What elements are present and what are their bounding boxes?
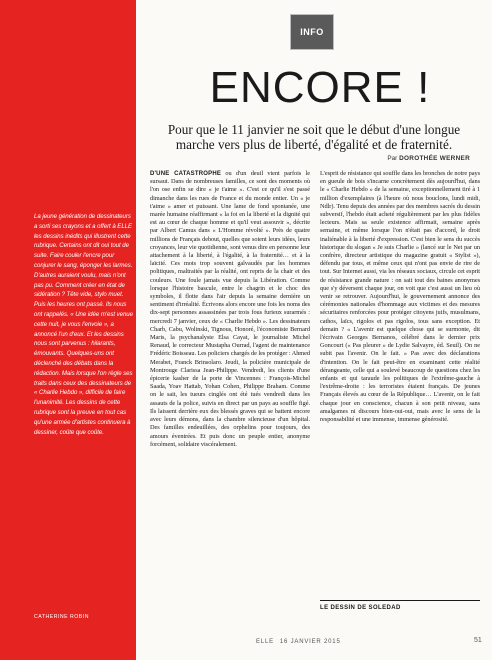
article-column-right: L'esprit de résistance qui souffle dans les bronches de notre pays en gueule de bois s'incarne concrètement dès aujourd'hui, dans le « Charlie Hebdo » de la semaine, exceptionnellement tiré à 1 million d'exemplaires (à l'heure où nous bouclons, lundi midi, Ndlr). Tenu depuis des années par des membres sacrés du dessin subversif, l'hebdo était acheté régulièrement par les plus fidèles lecteurs. Mais sa seule existence affirmait, semaine après semaine, et même lorsque l'on n'était pas d'accord, le droit inaliénable à la liberté d'expression. C'est bien le sens du succès historique du slogan « Je suis Charlie » (lancé sur le Net par un confrère, directeur artistique du magazine gratuit « Stylist »), défendu par tous, et même ceux qui n'ont pas envie de rire de tout. Sur Internet aussi, via les réseaux sociaux, circule cet esprit de résistance grande nature : on sait tout des baines anonymes que s'y déversent chaque jour, on voit que c'est aussi un lieu où venir se retrouver. Aujourd'hui, le gouvernement annonce des cérémonies nationales d'hommage aux victimes et des mesures sécuritaires renforcées pour protéger citoyens juifs, musulmans, cathos, laïcs, rigolos et pas rigolos, tous sans exception. Et demain ? « L'avenir est quelque chose qui se surmonte, dit l'écrivain Georges Bernanos, célébré dans le dernier prix Goncourt (« Pas pleurer » de Lydie Salvayre, éd. Seuil). On ne subit pas l'avenir. On le fait. » Pas avec des déclarations d'intention. On le fait peut-être en examinant cette réalité dérangeante, celle qui a soulevé beaucoup de questions chez les enfants et qui taraude les politiques de l'extrême-gauche à l'extrême-droite : les terroristes étaient français. De jeunes Français élevés au cœur de la République… L'avenir, on le fait chaque jour en conscience, chacun à son petit niveau, sans amalgames ni discours bien-oui-oui, mais avec le sens de la responsabilité et une immense, immense générosité. — [320, 170, 480, 424]
footer-logo: ELLE — [256, 639, 274, 645]
page-number: 51 — [474, 637, 482, 644]
standfirst: Pour que le 11 janvier ne soit que le début d'une longue marche vers plus de liberté, d'égalité et de fraternité. — [167, 122, 461, 152]
footer-date: 16 JANVIER 2015 — [279, 639, 341, 645]
byline-author: DOROTHÉE WERNER — [399, 155, 470, 162]
page-footer — [256, 639, 366, 645]
byline-prefix: Par — [387, 155, 398, 162]
headline: ENCORE ! — [209, 63, 431, 112]
sidebar-author: CATHERINE ROBIN — [34, 614, 89, 620]
article-column-left — [150, 170, 310, 449]
section-tag: INFO — [290, 14, 334, 50]
sidebar-intro-text: La jeune génération de dessinateurs a sorti ses crayons et a offert à ELLE les dessins inédits qui illustrent cette rubrique. Certains ont dit oui tout de suite. Faire couler l'encre pour conjurer le sang, éponger les larmes. D'autres auraient voulu, mais n'ont pas pu. Comment créer en état de sidération ? Tête vide, stylo muet. Puis les heures ont passé. Ils nous ont rappelés. « Une idée m'est venue cette nuit, je vous l'envoie », a annoncé l'un d'eux. Et les dessins nous sont parvenus : hilarants, émouvants. Quelques-uns ont déclenché des débats dans la rédaction. Mais lorsque l'on règle ses traits dans ceux des dessinateurs de « Charlie Hebdo », difficile de faire l'unanimité. Les dessins de cette rubrique sont la preuve en tout cas qu'une armée d'artistes continuera à dessiner, coûte que coûte. — [34, 213, 133, 436]
article-column-left-text: ou d'un deuil vient parfois le sursaut. Dans de nombreuses familles, ce sont des moments où l'on ose enfin se dire « je t'aime ». C'est ce qu'il s'est passé dimanche dans les rues de France et du monde entier. Un « je t'aime » amer et puissant. Une lame de fond spontanée, une marée humaine réaffirmant « la foi en la liberté et la dignité qui est au cœur de chaque homme et qu'il veut assouvir », décrite par Albert Camus dans « L'Homme révolté ». Près de quatre millions de Français debout, quelles que soient leurs idées, leurs croyances, leur vie quotidienne, sont venus dire en personne leur attachement à la liberté, à l'égalité, à la fraternité… et à la laïcité. Ces mots trop souvent galvaudés par les hommes politiques, maltraités par la réalité, ont repris de la chair et des couleurs. Une foule jamais vue depuis la Libération. Comme lorsque l'histoire bascule, entre le chagrin et le choc des symboles, il flotte dans l'air depuis la semaine dernière un sentiment d'irréalité. Écrivons alors encore une fois les noms des dix-sept personnes assassinées par trois fous furieux surarmés : mercredi 7 janvier, ceux de « Charlie Hebdo ». Les dessinateurs Charb, Cabu, Wolinski, Tignous, Honoré, l'économiste Bernard Maris, la psychanalyste Elsa Cayat, le journaliste Michel Renaud, le correcteur Mustapha Ourrad, l'agent de maintenance Frédéric Boisseau. Les policiers chargés de les protéger : Ahmed Merabet, Franck Brinsolaro. Jeudi, la policière municipale de Montrouge Clarissa Jean-Philippe. Vendredi, les clients d'une épicerie kasher de la porte de Vincennes : François-Michel Saada, Yoav Hattab, Yohan Cohen, Philippe Braham. Comme on le sait, les tueurs cinglés ont été tués vendredi dans les assauts de la police, suivis en direct par un pays au souffle figé. Ils laissent derrière eux des blessés graves qui se battent encore avec leurs démons, dans la chambre silencieuse d'un hôpital. Des familles endeuillées, des orphelins pour toujours, des amours éventrées. Et puis donc un peuple entier, anonyme forcément, solidaire viscéralement. — [150, 170, 311, 448]
byline — [148, 155, 470, 162]
illustration-credit: LE DESSIN DE SOLEDAD — [320, 600, 480, 611]
article-leadin: D'UNE CATASTROPHE — [150, 171, 222, 177]
